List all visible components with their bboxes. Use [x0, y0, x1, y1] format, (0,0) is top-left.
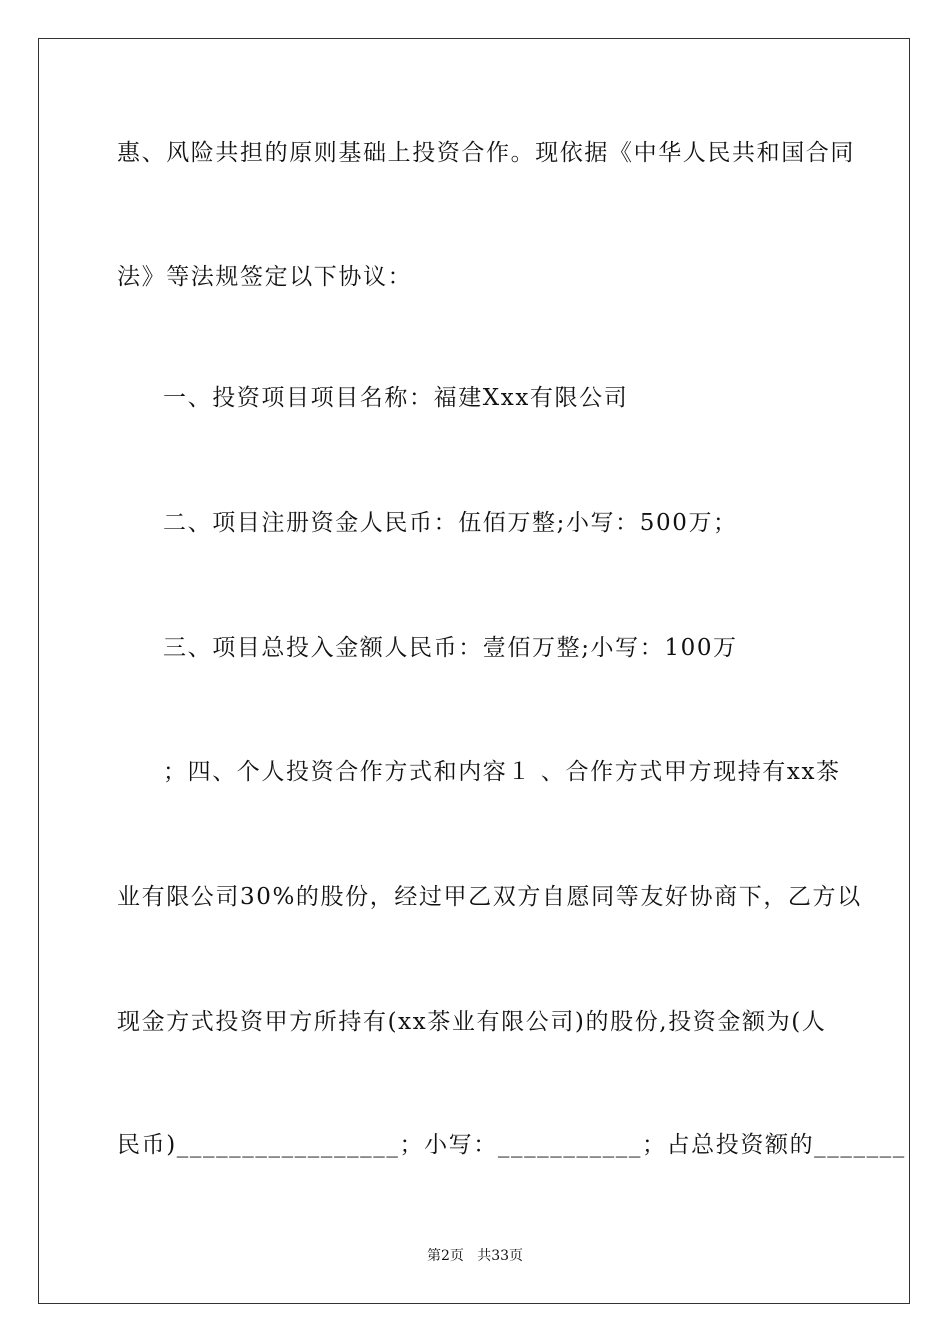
body-text-line-1: 惠、风险共担的原则基础上投资合作。现依据《中华人民共和国合同	[117, 140, 855, 166]
body-text-line-9-blanks: 民币)_________________；小写：___________；占总投资额的_______	[117, 1132, 906, 1158]
body-text-line-7: 业有限公司30%的股份，经过甲乙双方自愿同等友好协商下，乙方以	[117, 884, 862, 910]
clause-3-total-investment: 三、项目总投入金额人民币：壹佰万整;小写：100万	[163, 635, 738, 661]
body-text-line-8: 现金方式投资甲方所持有(xx茶业有限公司)的股份,投资金额为(人	[117, 1009, 827, 1035]
clause-2-registered-capital: 二、项目注册资金人民币：伍佰万整;小写：500万；	[163, 510, 738, 536]
page-number-footer: 第2页 共33页	[426, 1248, 524, 1264]
clause-1-project-name: 一、投资项目项目名称：福建Xxx有限公司	[163, 385, 629, 411]
page-border	[38, 38, 910, 1304]
clause-4-cooperation-method: ；四、个人投资合作方式和内容１ 、合作方式甲方现持有xx茶	[163, 759, 841, 785]
body-text-line-2: 法》等法规签定以下协议：	[117, 264, 413, 290]
